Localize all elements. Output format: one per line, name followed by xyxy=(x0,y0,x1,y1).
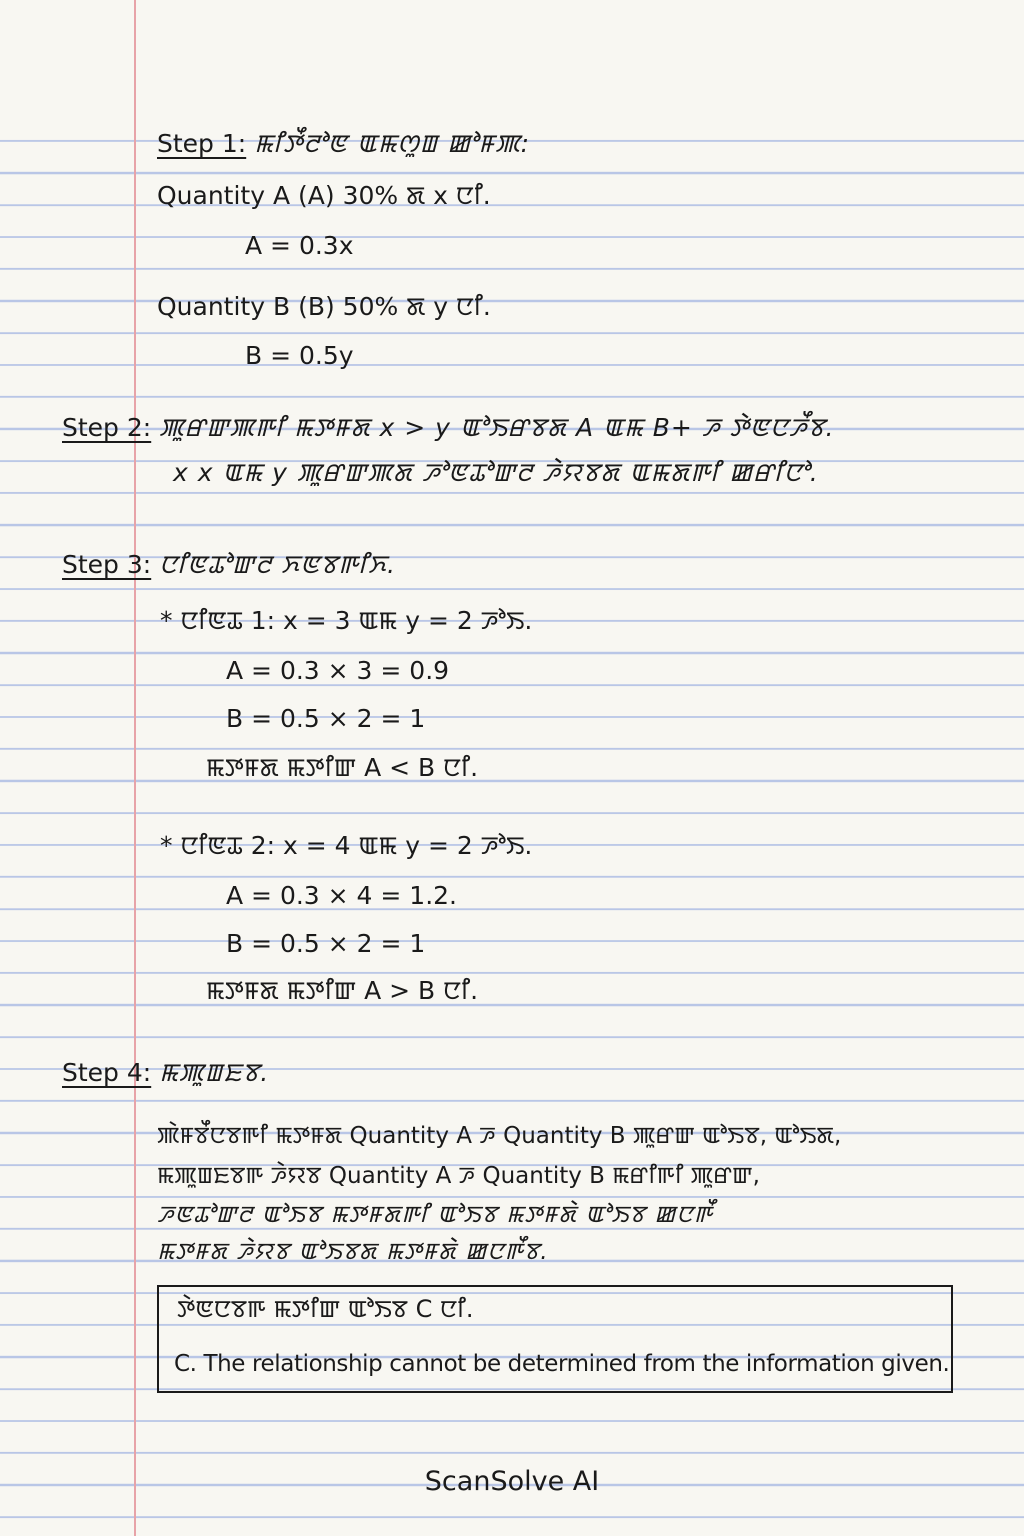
step4-header xyxy=(62,1057,269,1089)
step3-case1-b: B = 0.5 × 2 = 1 xyxy=(226,704,426,733)
step2-line1: ꯄꯨꯔꯛꯄꯒꯤ ꯃꯇꯝꯗ x > y ꯑꯣꯏꯔꯕꯗ A ꯑꯃ B+ ꯍ ꯇꯥꯟꯅꯍꯩꯕ. xyxy=(159,413,835,442)
step2-header xyxy=(62,412,834,444)
step1-eq-a: A = 0.3x xyxy=(245,231,354,260)
step3-case1-title: * ꯅꯤꯟꯊ 1: x = 3 ꯑꯃ y = 2 ꯍꯣꯏ. xyxy=(160,606,533,635)
step4-para4: ꯃꯇꯝꯗ ꯍꯥꯌꯕ ꯑꯣꯏꯕꯗ ꯃꯇꯝꯗꯥ ꯀꯅꯒꯩꯕ. xyxy=(157,1239,549,1265)
answer-line1: ꯇꯥꯟꯅꯕꯒ ꯃꯇꯤꯛ ꯑꯣꯏꯕ C ꯅꯤ. xyxy=(177,1295,474,1323)
step3-case2-title: * ꯅꯤꯟꯊ 2: x = 4 ꯑꯃ y = 2 ꯍꯣꯏ. xyxy=(160,831,533,860)
step3-header xyxy=(62,549,396,581)
step4-heading: ꯃꯄꯨꯡꯐꯕ. xyxy=(159,1058,270,1087)
footer-brand: ScanSolve AI xyxy=(424,1466,600,1497)
step1-line-b: Quantity B (B) 50% ꯗ y ꯅꯤ. xyxy=(157,292,491,321)
step3-label: Step 3: xyxy=(62,550,152,579)
paper-top-margin xyxy=(0,0,1024,112)
step3-case1-conclusion: ꯃꯇꯝꯗ ꯃꯇꯤꯛ A < B ꯅꯤ. xyxy=(206,753,479,782)
step3-case2-a: A = 0.3 × 4 = 1.2. xyxy=(226,881,457,910)
step2-label: Step 2: xyxy=(62,413,152,442)
step1-heading: ꯃꯤꯇꯩꯂꯣꯟ ꯑꯃꯁꯨꯡ ꯀꯣꯝꯄ: xyxy=(254,129,531,158)
answer-line2: C. The relationship cannot be determined from the information given. xyxy=(174,1351,950,1377)
step3-case2-b: B = 0.5 × 2 = 1 xyxy=(226,929,426,958)
step1-header xyxy=(157,128,530,160)
step4-para3: ꯍꯟꯊꯣꯛꯂ ꯑꯣꯏꯕ ꯃꯇꯝꯗꯒꯤ ꯑꯣꯏꯕ ꯃꯇꯝꯗꯥ ꯑꯣꯏꯕ ꯀꯅꯒꯩ xyxy=(157,1202,713,1228)
step4-para2: ꯃꯄꯨꯡꯐꯕꯒ ꯍꯥꯌꯕ Quantity A ꯍ Quantity B ꯃꯔꯤꯒꯤ ꯄꯨꯔꯛ, xyxy=(157,1163,760,1189)
step4-para1: ꯄꯥꯝꯕꯩꯅꯕꯒꯤ ꯃꯇꯝꯗ Quantity A ꯍ Quantity B ꯄꯨꯔꯛ ꯑꯣꯏꯕ, ꯑꯣꯏꯗ, xyxy=(157,1123,842,1149)
step1-line-a: Quantity A (A) 30% ꯗ x ꯅꯤ. xyxy=(157,181,491,210)
step2-line2: x x ꯑꯃ y ꯄꯨꯔꯛꯄꯗ ꯍꯣꯟꯊꯣꯛꯂ ꯍꯥꯌꯕꯗ ꯑꯃꯗꯒꯤ ꯀꯔꯤꯅꯣ. xyxy=(173,458,819,487)
step3-case2-conclusion: ꯃꯇꯝꯗ ꯃꯇꯤꯛ A > B ꯅꯤ. xyxy=(206,976,479,1005)
step3-heading: ꯅꯤꯟꯊꯣꯛꯂ ꯈꯟꯕꯒꯤꯈ. xyxy=(159,550,396,579)
step3-case1-a: A = 0.3 × 3 = 0.9 xyxy=(226,656,450,685)
step1-eq-b: B = 0.5y xyxy=(245,341,354,370)
step4-label: Step 4: xyxy=(62,1058,152,1087)
margin-line xyxy=(134,0,136,1536)
step1-label: Step 1: xyxy=(157,129,247,158)
